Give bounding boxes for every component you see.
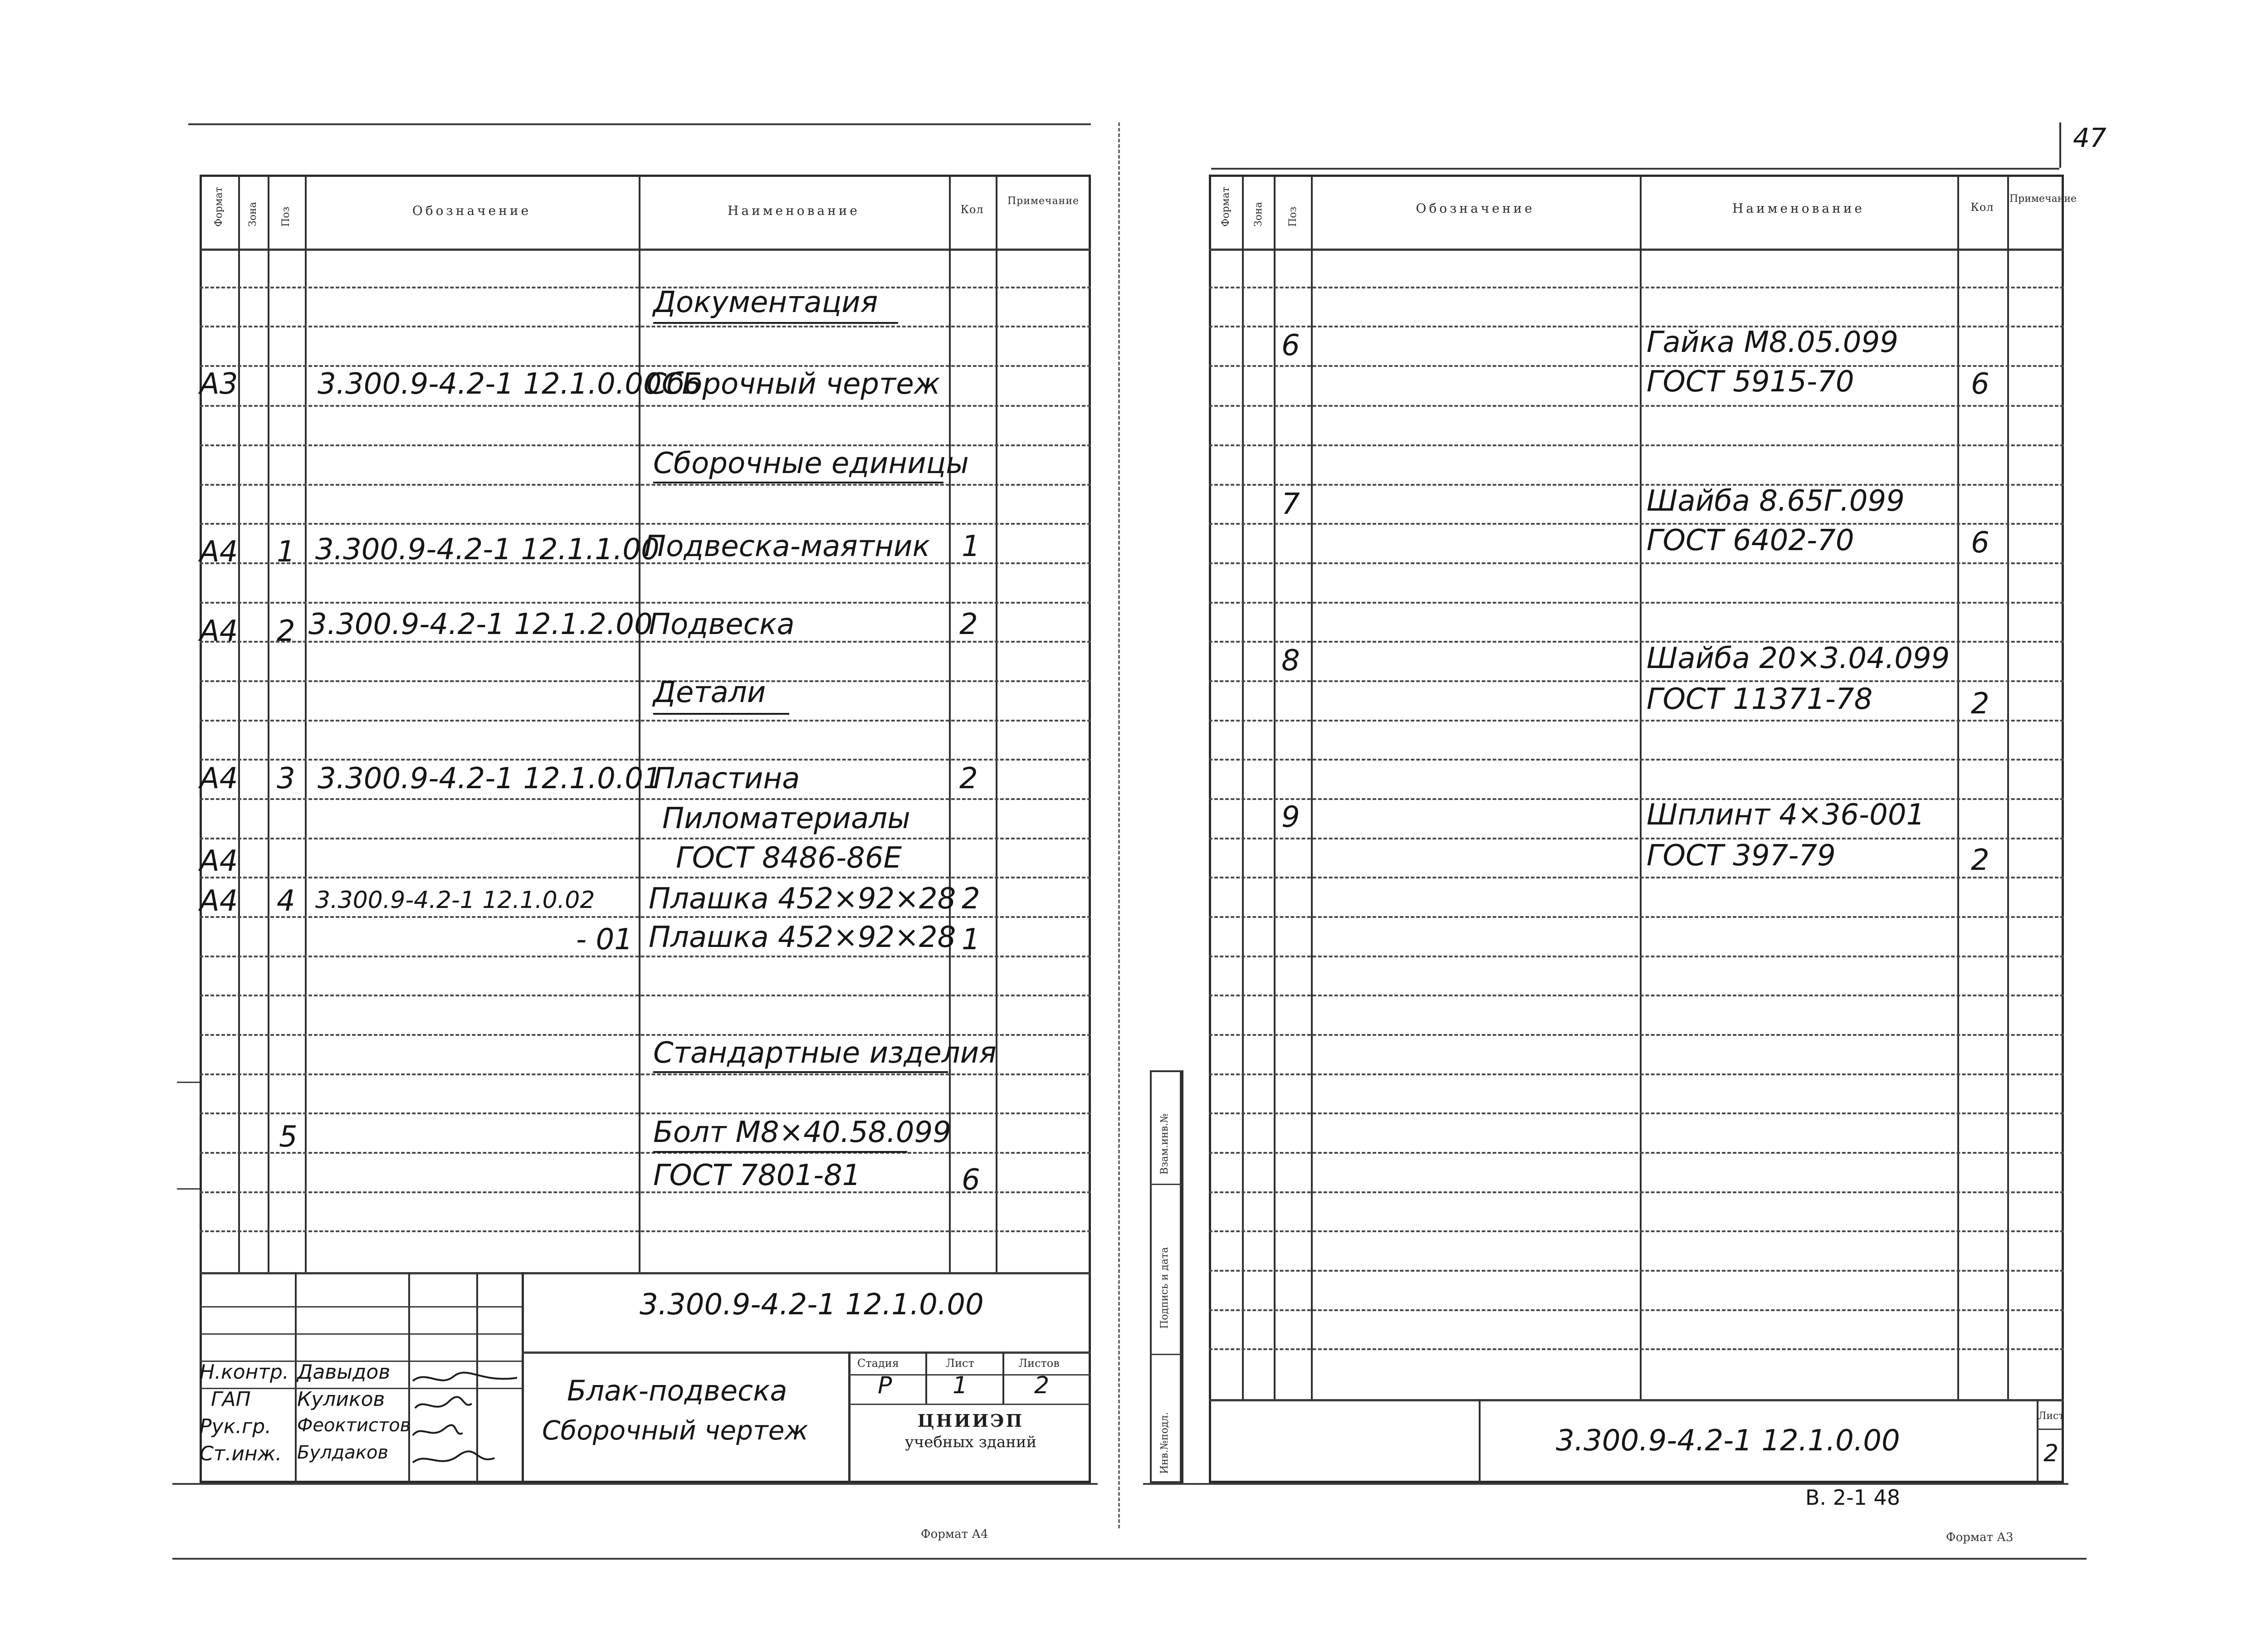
row-rule [200, 484, 1091, 486]
row-pos: 8 [1281, 644, 1300, 678]
margin-strip-inner [1182, 1070, 1183, 1483]
tb-row [200, 1306, 522, 1307]
margin-tick [177, 1188, 200, 1190]
col-line-designation [639, 175, 640, 1272]
row-rule [200, 877, 1091, 878]
row-rule [200, 1112, 1091, 1114]
row-qty: 2 [1971, 844, 1989, 877]
row-rule [200, 956, 1091, 957]
header-rule [200, 249, 1091, 251]
row-rule [1209, 365, 2064, 367]
row-designation: 3.300.9-4.2-1 12.1.0.02 [315, 887, 595, 914]
signer-role: Ст.инж. [200, 1442, 282, 1465]
left-sheet [0, 0, 1120, 1644]
org-subname: учебных зданий [904, 1433, 1037, 1451]
header-format: Формат [1220, 187, 1232, 227]
header-designation: Обозначение [412, 203, 532, 218]
row-rule [1209, 1309, 2064, 1311]
signer-role: ГАП [211, 1388, 251, 1411]
row-qty: 2 [962, 882, 980, 916]
row-name: Подвеска [649, 608, 795, 641]
row-rule [200, 1191, 1091, 1193]
label-inv-orig: Инв.№подл. [1159, 1412, 1170, 1474]
label-inv-replace: Взам.инв.№ [1159, 1113, 1170, 1175]
header-rule [1209, 249, 2064, 251]
row-rule [1209, 956, 2064, 957]
row-rule [200, 995, 1091, 996]
sheet-value: 2 [2043, 1440, 2059, 1467]
row-rule [1209, 720, 2064, 722]
row-rule [1209, 444, 2064, 446]
scan-base-line [172, 1558, 1120, 1560]
tb-col [522, 1272, 524, 1483]
signer-name: Булдаков [297, 1442, 389, 1463]
tb-col [1002, 1351, 1004, 1404]
row-name: Сборочный чертеж [646, 367, 940, 401]
row-rule [200, 1230, 1091, 1232]
section-heading: Документация [653, 286, 878, 319]
section-heading: Стандартные изделия [653, 1036, 997, 1070]
row-pos: 5 [279, 1120, 298, 1154]
section-underline [653, 1071, 948, 1073]
tb-col [848, 1351, 850, 1483]
row-rule [1209, 1112, 2064, 1114]
col-line-qty [2007, 175, 2009, 1399]
col-line-zone [1274, 175, 1276, 1399]
row-rule [200, 523, 1091, 525]
header-qty: Кол [1970, 201, 1994, 214]
sheets-value: 2 [1034, 1372, 1050, 1399]
label-sign-date: Подпись и дата [1159, 1247, 1170, 1329]
row-name: Пиломатериалы [662, 802, 910, 835]
col-line-name [1957, 175, 1959, 1399]
row-rule [200, 287, 1091, 288]
row-rule [1209, 1191, 2064, 1193]
signer-name: Куликов [297, 1388, 385, 1411]
tb-row [200, 1333, 522, 1335]
row-rule [1209, 484, 2064, 486]
header-designation: Обозначение [1416, 201, 1535, 216]
sheet-fold-line [1118, 122, 1120, 1528]
spec-frame [1209, 175, 2077, 1483]
header-qty: Кол [960, 203, 984, 216]
col-line-qty [996, 175, 997, 1272]
scan-bottom-line [172, 1483, 1098, 1485]
row-rule [1209, 1152, 2064, 1154]
row-rule [200, 444, 1091, 446]
row-rule [1209, 1230, 2064, 1232]
margin-strip-rule [1150, 1354, 1182, 1355]
sheet-label: Лист [2038, 1410, 2064, 1422]
signatures [408, 1361, 522, 1478]
row-name: ГОСТ 6402-70 [1647, 524, 1854, 557]
scan-base-line [1111, 1558, 2087, 1560]
header-name: Наименование [1732, 201, 1865, 216]
row-name: ГОСТ 397-79 [1647, 839, 1836, 873]
row-qty: 1 [962, 530, 980, 563]
corner-note: В. 2-1 48 [1805, 1485, 1901, 1510]
row-designation: - 01 [576, 923, 633, 956]
signer-role: Н.контр. [200, 1361, 289, 1384]
tb-col [925, 1351, 927, 1404]
row-pos: 4 [277, 884, 295, 918]
doc-number: 3.300.9-4.2-1 12.1.0.00 [640, 1288, 984, 1322]
doc-title-line2: Сборочный чертеж [542, 1415, 808, 1446]
stamp-row [2037, 1429, 2064, 1430]
row-rule [200, 405, 1091, 407]
row-qty: 6 [1971, 526, 1989, 560]
row-rule [200, 1152, 1091, 1154]
row-rule [200, 720, 1091, 722]
row-name: Гайка М8.05.099 [1647, 326, 1898, 359]
header-zone: Зона [247, 202, 259, 227]
header-format: Формат [213, 187, 225, 227]
row-qty: 2 [959, 608, 978, 641]
org-name: ЦНИИЭП [917, 1410, 1024, 1431]
col-line-pos [305, 175, 307, 1272]
row-name: Плашка 452×92×28 [649, 921, 956, 954]
row-rule [200, 326, 1091, 327]
row-rule [200, 1073, 1091, 1075]
tb-col [295, 1272, 297, 1483]
row-name: ГОСТ 8486-86Е [676, 841, 902, 875]
row-designation: 3.300.9-4.2-1 12.1.1.00 [315, 533, 660, 566]
row-qty: 6 [962, 1163, 980, 1197]
col-line-designation [1640, 175, 1642, 1399]
row-pos: 3 [277, 762, 295, 795]
header-name: Наименование [728, 203, 860, 218]
row-name: Шайба 20×3.04.099 [1647, 642, 1950, 675]
row-rule [1209, 759, 2064, 761]
signer-role: Рук.гр. [200, 1415, 272, 1438]
row-rule [1209, 838, 2064, 839]
row-qty: 6 [1971, 367, 1989, 401]
scan-top-line [1211, 168, 2059, 170]
row-rule [1209, 326, 2064, 327]
sheet-label: Лист [946, 1357, 974, 1370]
doc-title-line1: Блак-подвеска [567, 1374, 787, 1407]
row-rule [200, 680, 1091, 682]
margin-strip-rule [1150, 1184, 1182, 1185]
row-rule [1209, 405, 2064, 407]
section-underline [653, 713, 789, 715]
section-heading: Детали [653, 676, 766, 709]
row-name: ГОСТ 7801-81 [653, 1159, 861, 1192]
format-label: Формат А4 [921, 1527, 988, 1541]
header-pos: Поз [1287, 206, 1299, 227]
row-rule [200, 1034, 1091, 1036]
row-rule [1209, 1073, 2064, 1075]
row-qty: 1 [962, 923, 980, 956]
row-format: А4 [200, 844, 238, 878]
row-name: Шайба 8.65Г.099 [1647, 484, 1905, 518]
row-rule [200, 759, 1091, 761]
margin-tick [177, 1082, 200, 1083]
row-rule [200, 916, 1091, 918]
row-pos: 9 [1281, 800, 1300, 834]
col-line-zone [268, 175, 269, 1272]
row-rule [1209, 798, 2064, 800]
row-rule [200, 365, 1091, 367]
row-name: Плашка 452×92×28 [649, 882, 956, 916]
header-pos: Поз [280, 206, 292, 227]
row-name: Шплинт 4×36-001 [1647, 798, 1925, 832]
signer-name: Феоктистов [297, 1415, 411, 1436]
page-number-box [2059, 122, 2061, 168]
stage-value: Р [878, 1372, 892, 1399]
header-zone: Зона [1253, 202, 1264, 227]
col-line-format [1242, 175, 1244, 1399]
right-sheet [1134, 0, 2268, 1644]
row-rule [1209, 562, 2064, 564]
row-format: А4 [200, 615, 238, 648]
row-qty: 2 [1971, 687, 1989, 721]
row-rule [1209, 680, 2064, 682]
stamp-col [1479, 1399, 1481, 1483]
row-format: А4 [200, 884, 238, 918]
section-heading: Сборочные единицы [653, 447, 969, 480]
row-name: Пластина [653, 762, 800, 795]
row-rule [1209, 1270, 2064, 1272]
row-rule [1209, 995, 2064, 996]
row-pos: 6 [1281, 329, 1300, 362]
row-rule [1209, 287, 2064, 288]
row-pos: 2 [277, 615, 295, 648]
header-note: Примечание [1007, 195, 1080, 207]
stamp-top-rule [1209, 1399, 2064, 1401]
col-line-pos [1311, 175, 1313, 1399]
row-pos: 7 [1281, 488, 1300, 521]
row-rule [1209, 1034, 2064, 1036]
header-note: Примечание [2009, 193, 2077, 205]
row-name: Подвеска-маятник [644, 530, 930, 563]
page-number: 47 [2073, 122, 2107, 153]
sheets-label: Листов [1018, 1357, 1060, 1370]
scan-top-line [188, 123, 1091, 125]
scan-bottom-line [1143, 1483, 2068, 1485]
col-line-format [238, 175, 240, 1272]
format-label: Формат А3 [1946, 1531, 2014, 1544]
row-rule [1209, 916, 2064, 918]
sheet-value: 1 [953, 1372, 968, 1399]
row-rule [1209, 602, 2064, 604]
row-format: А4 [200, 762, 238, 795]
row-qty: 2 [959, 762, 978, 795]
row-rule [1209, 523, 2064, 525]
section-underline [653, 482, 943, 483]
row-pos: 1 [277, 535, 295, 569]
stage-label: Стадия [857, 1357, 899, 1370]
row-designation: 3.300.9-4.2-1 12.1.0.01 [318, 762, 662, 795]
row-designation: 3.300.9-4.2-1 12.1.2.00 [308, 608, 653, 641]
row-rule [200, 602, 1091, 604]
col-line-name [949, 175, 951, 1272]
tb-row [522, 1351, 1091, 1354]
row-designation: 3.300.9-4.2-1 12.1.0.00СБ [318, 367, 702, 401]
row-format: А3 [200, 367, 238, 401]
signer-name: Давыдов [297, 1361, 391, 1384]
tb-row [848, 1404, 1091, 1405]
row-name: Болт М8×40.58.099 [653, 1116, 951, 1149]
row-format: А4 [200, 535, 238, 569]
row-rule [1209, 877, 2064, 878]
row-rule [1209, 1348, 2064, 1350]
doc-number: 3.300.9-4.2-1 12.1.0.00 [1556, 1424, 1900, 1458]
row-rule [200, 798, 1091, 800]
titleblock-top-rule [200, 1272, 1091, 1274]
row-name: ГОСТ 5915-70 [1647, 365, 1854, 399]
section-underline [653, 322, 898, 324]
row-name: ГОСТ 11371-78 [1647, 683, 1873, 716]
row-rule [200, 838, 1091, 839]
item-underline [653, 1151, 907, 1153]
